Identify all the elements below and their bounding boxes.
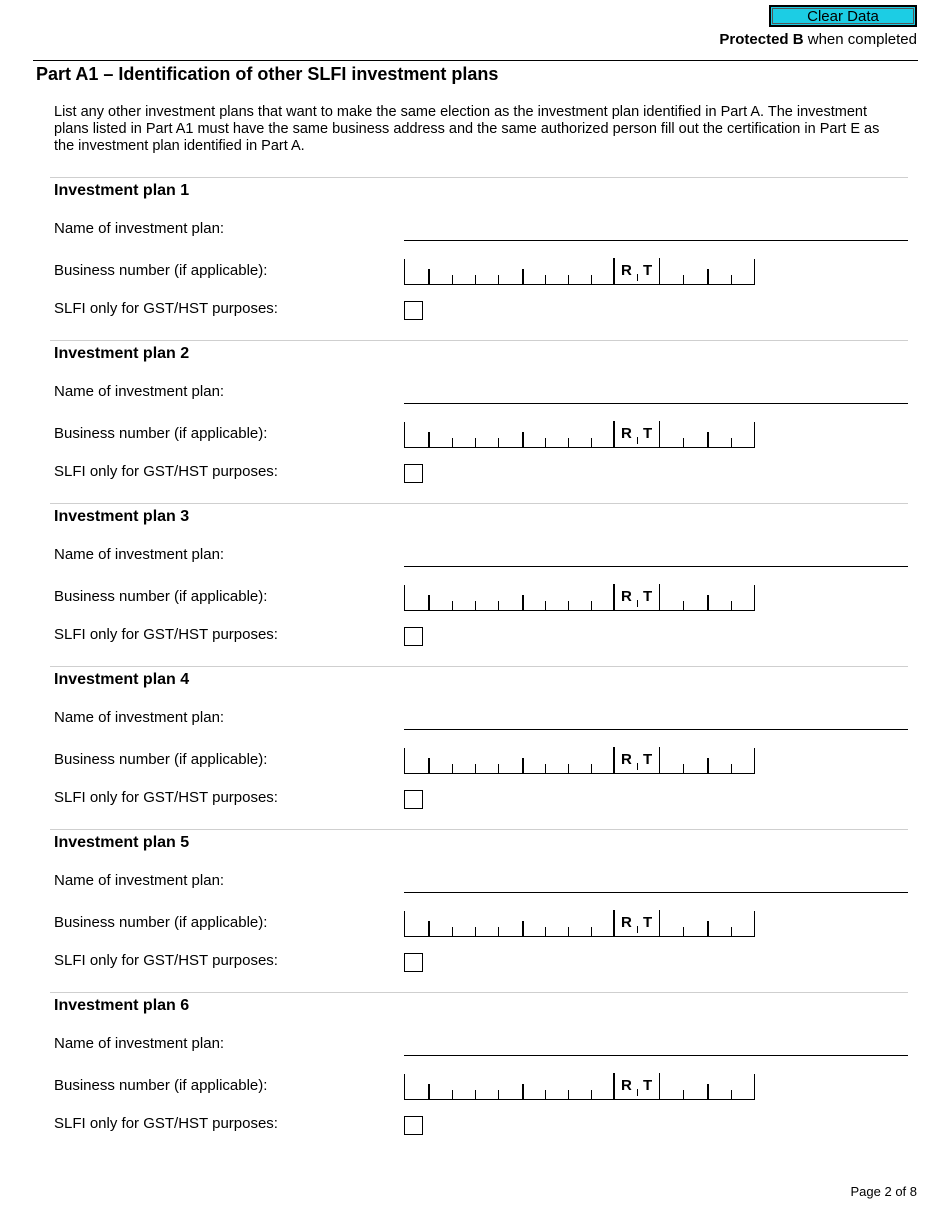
digit-separator (568, 764, 569, 773)
investment-plan-section (50, 992, 908, 1155)
business-number-input[interactable] (404, 748, 755, 774)
section-divider (50, 503, 908, 504)
rt-mid-separator (637, 274, 638, 281)
business-number-label: Business number (if applicable): (54, 588, 268, 605)
account-digit-separator (683, 927, 684, 936)
digit-separator (428, 432, 430, 447)
plan-name-input[interactable] (404, 240, 908, 241)
investment-plan-section (50, 829, 908, 992)
slfi-label: SLFI only for GST/HST purposes: (54, 952, 278, 969)
slfi-label: SLFI only for GST/HST purposes: (54, 300, 278, 317)
account-digit-separator (731, 764, 732, 773)
digit-separator (568, 1090, 569, 1099)
digit-separator (522, 921, 524, 936)
digit-separator (452, 275, 453, 284)
slfi-checkbox[interactable] (404, 301, 423, 320)
slfi-checkbox[interactable] (404, 790, 423, 809)
rt-separator (613, 258, 615, 284)
rt-end-separator (659, 910, 660, 936)
account-digit-separator (707, 758, 709, 773)
plan-title: Investment plan 3 (54, 508, 190, 525)
rt-letter-r: R (621, 751, 632, 768)
digit-separator (428, 758, 430, 773)
account-digit-separator (683, 764, 684, 773)
rt-mid-separator (637, 437, 638, 444)
business-number-label: Business number (if applicable): (54, 425, 268, 442)
page-number: Page 2 of 8 (850, 1184, 917, 1199)
slfi-label: SLFI only for GST/HST purposes: (54, 463, 278, 480)
part-intro: List any other investment plans that want to make the same election as the investment plan identified in Part A. The investment plans listed in Part A1 must have the same business address and the same authorized person fill out the certification in Part E as the investment plan identified in Part A. (54, 104, 880, 154)
slfi-checkbox[interactable] (404, 1116, 423, 1135)
name-label: Name of investment plan: (54, 383, 225, 400)
plan-name-input[interactable] (404, 566, 908, 567)
protected-suffix: when completed (803, 31, 917, 48)
digit-separator (568, 438, 569, 447)
digit-separator (545, 275, 546, 284)
part-title: Part A1 – Identification of other SLFI investment plans (36, 64, 499, 84)
digit-separator (452, 1090, 453, 1099)
slfi-checkbox[interactable] (404, 464, 423, 483)
account-digit-separator (731, 601, 732, 610)
section-divider (50, 340, 908, 341)
rt-mid-separator (637, 1089, 638, 1096)
slfi-checkbox[interactable] (404, 627, 423, 646)
account-digit-separator (731, 1090, 732, 1099)
rt-end-separator (659, 747, 660, 773)
digit-separator (475, 438, 476, 447)
digit-separator (545, 601, 546, 610)
business-number-label: Business number (if applicable): (54, 914, 268, 931)
name-label: Name of investment plan: (54, 546, 225, 563)
account-digit-separator (731, 275, 732, 284)
rt-letter-r: R (621, 588, 632, 605)
account-digit-separator (683, 438, 684, 447)
plan-title: Investment plan 6 (54, 997, 190, 1014)
rt-letter-t: T (643, 914, 653, 931)
investment-plan-section (50, 340, 908, 503)
name-label: Name of investment plan: (54, 872, 225, 889)
digit-separator (428, 1084, 430, 1099)
digit-separator (498, 601, 499, 610)
investment-plan-section (50, 503, 908, 666)
section-divider (50, 177, 908, 178)
name-label: Name of investment plan: (54, 1035, 225, 1052)
digit-separator (522, 269, 524, 284)
investment-plan-section (50, 177, 908, 340)
digit-separator (475, 1090, 476, 1099)
account-digit-separator (707, 595, 709, 610)
rt-end-separator (659, 258, 660, 284)
business-number-input[interactable] (404, 422, 755, 448)
digit-separator (452, 438, 453, 447)
rt-mid-separator (637, 600, 638, 607)
digit-separator (428, 921, 430, 936)
rt-letter-r: R (621, 1077, 632, 1094)
digit-separator (475, 601, 476, 610)
digit-separator (568, 275, 569, 284)
business-number-label: Business number (if applicable): (54, 262, 268, 279)
rt-mid-separator (637, 763, 638, 770)
account-digit-separator (731, 927, 732, 936)
digit-separator (522, 432, 524, 447)
digit-separator (498, 1090, 499, 1099)
rt-end-separator (659, 584, 660, 610)
digit-separator (591, 1090, 592, 1099)
digit-separator (498, 927, 499, 936)
digit-separator (475, 927, 476, 936)
rt-separator (613, 747, 615, 773)
business-number-input[interactable] (404, 911, 755, 937)
digit-separator (545, 764, 546, 773)
account-digit-separator (683, 1090, 684, 1099)
digit-separator (545, 438, 546, 447)
account-digit-separator (683, 275, 684, 284)
plan-title: Investment plan 4 (54, 671, 190, 688)
digit-separator (452, 764, 453, 773)
account-digit-separator (707, 432, 709, 447)
section-divider (50, 666, 908, 667)
rt-letter-t: T (643, 588, 653, 605)
clear-data-button[interactable]: Clear Data (769, 5, 917, 27)
plan-title: Investment plan 2 (54, 345, 190, 362)
slfi-checkbox[interactable] (404, 953, 423, 972)
rt-separator (613, 1073, 615, 1099)
digit-separator (498, 275, 499, 284)
plan-title: Investment plan 1 (54, 182, 190, 199)
account-digit-separator (683, 601, 684, 610)
protected-label: Protected B (719, 31, 804, 48)
plan-name-input[interactable] (404, 403, 908, 404)
rt-letter-t: T (643, 425, 653, 442)
section-divider (50, 829, 908, 830)
name-label: Name of investment plan: (54, 220, 225, 237)
account-digit-separator (707, 1084, 709, 1099)
digit-separator (545, 1090, 546, 1099)
rt-letter-t: T (643, 1077, 653, 1094)
plan-name-input[interactable] (404, 729, 908, 730)
digit-separator (498, 764, 499, 773)
rt-letter-t: T (643, 751, 653, 768)
digit-separator (545, 927, 546, 936)
plan-title: Investment plan 5 (54, 834, 190, 851)
plan-name-input[interactable] (404, 1055, 908, 1056)
slfi-label: SLFI only for GST/HST purposes: (54, 789, 278, 806)
business-number-input[interactable] (404, 259, 755, 285)
digit-separator (498, 438, 499, 447)
rt-letter-r: R (621, 425, 632, 442)
rt-end-separator (659, 421, 660, 447)
business-number-input[interactable] (404, 1074, 755, 1100)
digit-separator (475, 764, 476, 773)
digit-separator (568, 927, 569, 936)
digit-separator (452, 927, 453, 936)
rt-separator (613, 910, 615, 936)
rt-letter-r: R (621, 262, 632, 279)
header-divider (33, 60, 918, 61)
investment-plan-section (50, 666, 908, 829)
rt-letter-r: R (621, 914, 632, 931)
rt-mid-separator (637, 926, 638, 933)
digit-separator (591, 764, 592, 773)
digit-separator (591, 438, 592, 447)
digit-separator (591, 927, 592, 936)
digit-separator (591, 275, 592, 284)
digit-separator (475, 275, 476, 284)
digit-separator (568, 601, 569, 610)
digit-separator (428, 595, 430, 610)
digit-separator (522, 758, 524, 773)
business-number-label: Business number (if applicable): (54, 1077, 268, 1094)
plan-name-input[interactable] (404, 892, 908, 893)
name-label: Name of investment plan: (54, 709, 225, 726)
rt-separator (613, 421, 615, 447)
rt-letter-t: T (643, 262, 653, 279)
digit-separator (591, 601, 592, 610)
digit-separator (428, 269, 430, 284)
section-divider (50, 992, 908, 993)
slfi-label: SLFI only for GST/HST purposes: (54, 1115, 278, 1132)
digit-separator (522, 1084, 524, 1099)
rt-separator (613, 584, 615, 610)
account-digit-separator (731, 438, 732, 447)
business-number-label: Business number (if applicable): (54, 751, 268, 768)
account-digit-separator (707, 269, 709, 284)
slfi-label: SLFI only for GST/HST purposes: (54, 626, 278, 643)
account-digit-separator (707, 921, 709, 936)
digit-separator (522, 595, 524, 610)
digit-separator (452, 601, 453, 610)
protected-notice (719, 31, 917, 48)
rt-end-separator (659, 1073, 660, 1099)
business-number-input[interactable] (404, 585, 755, 611)
